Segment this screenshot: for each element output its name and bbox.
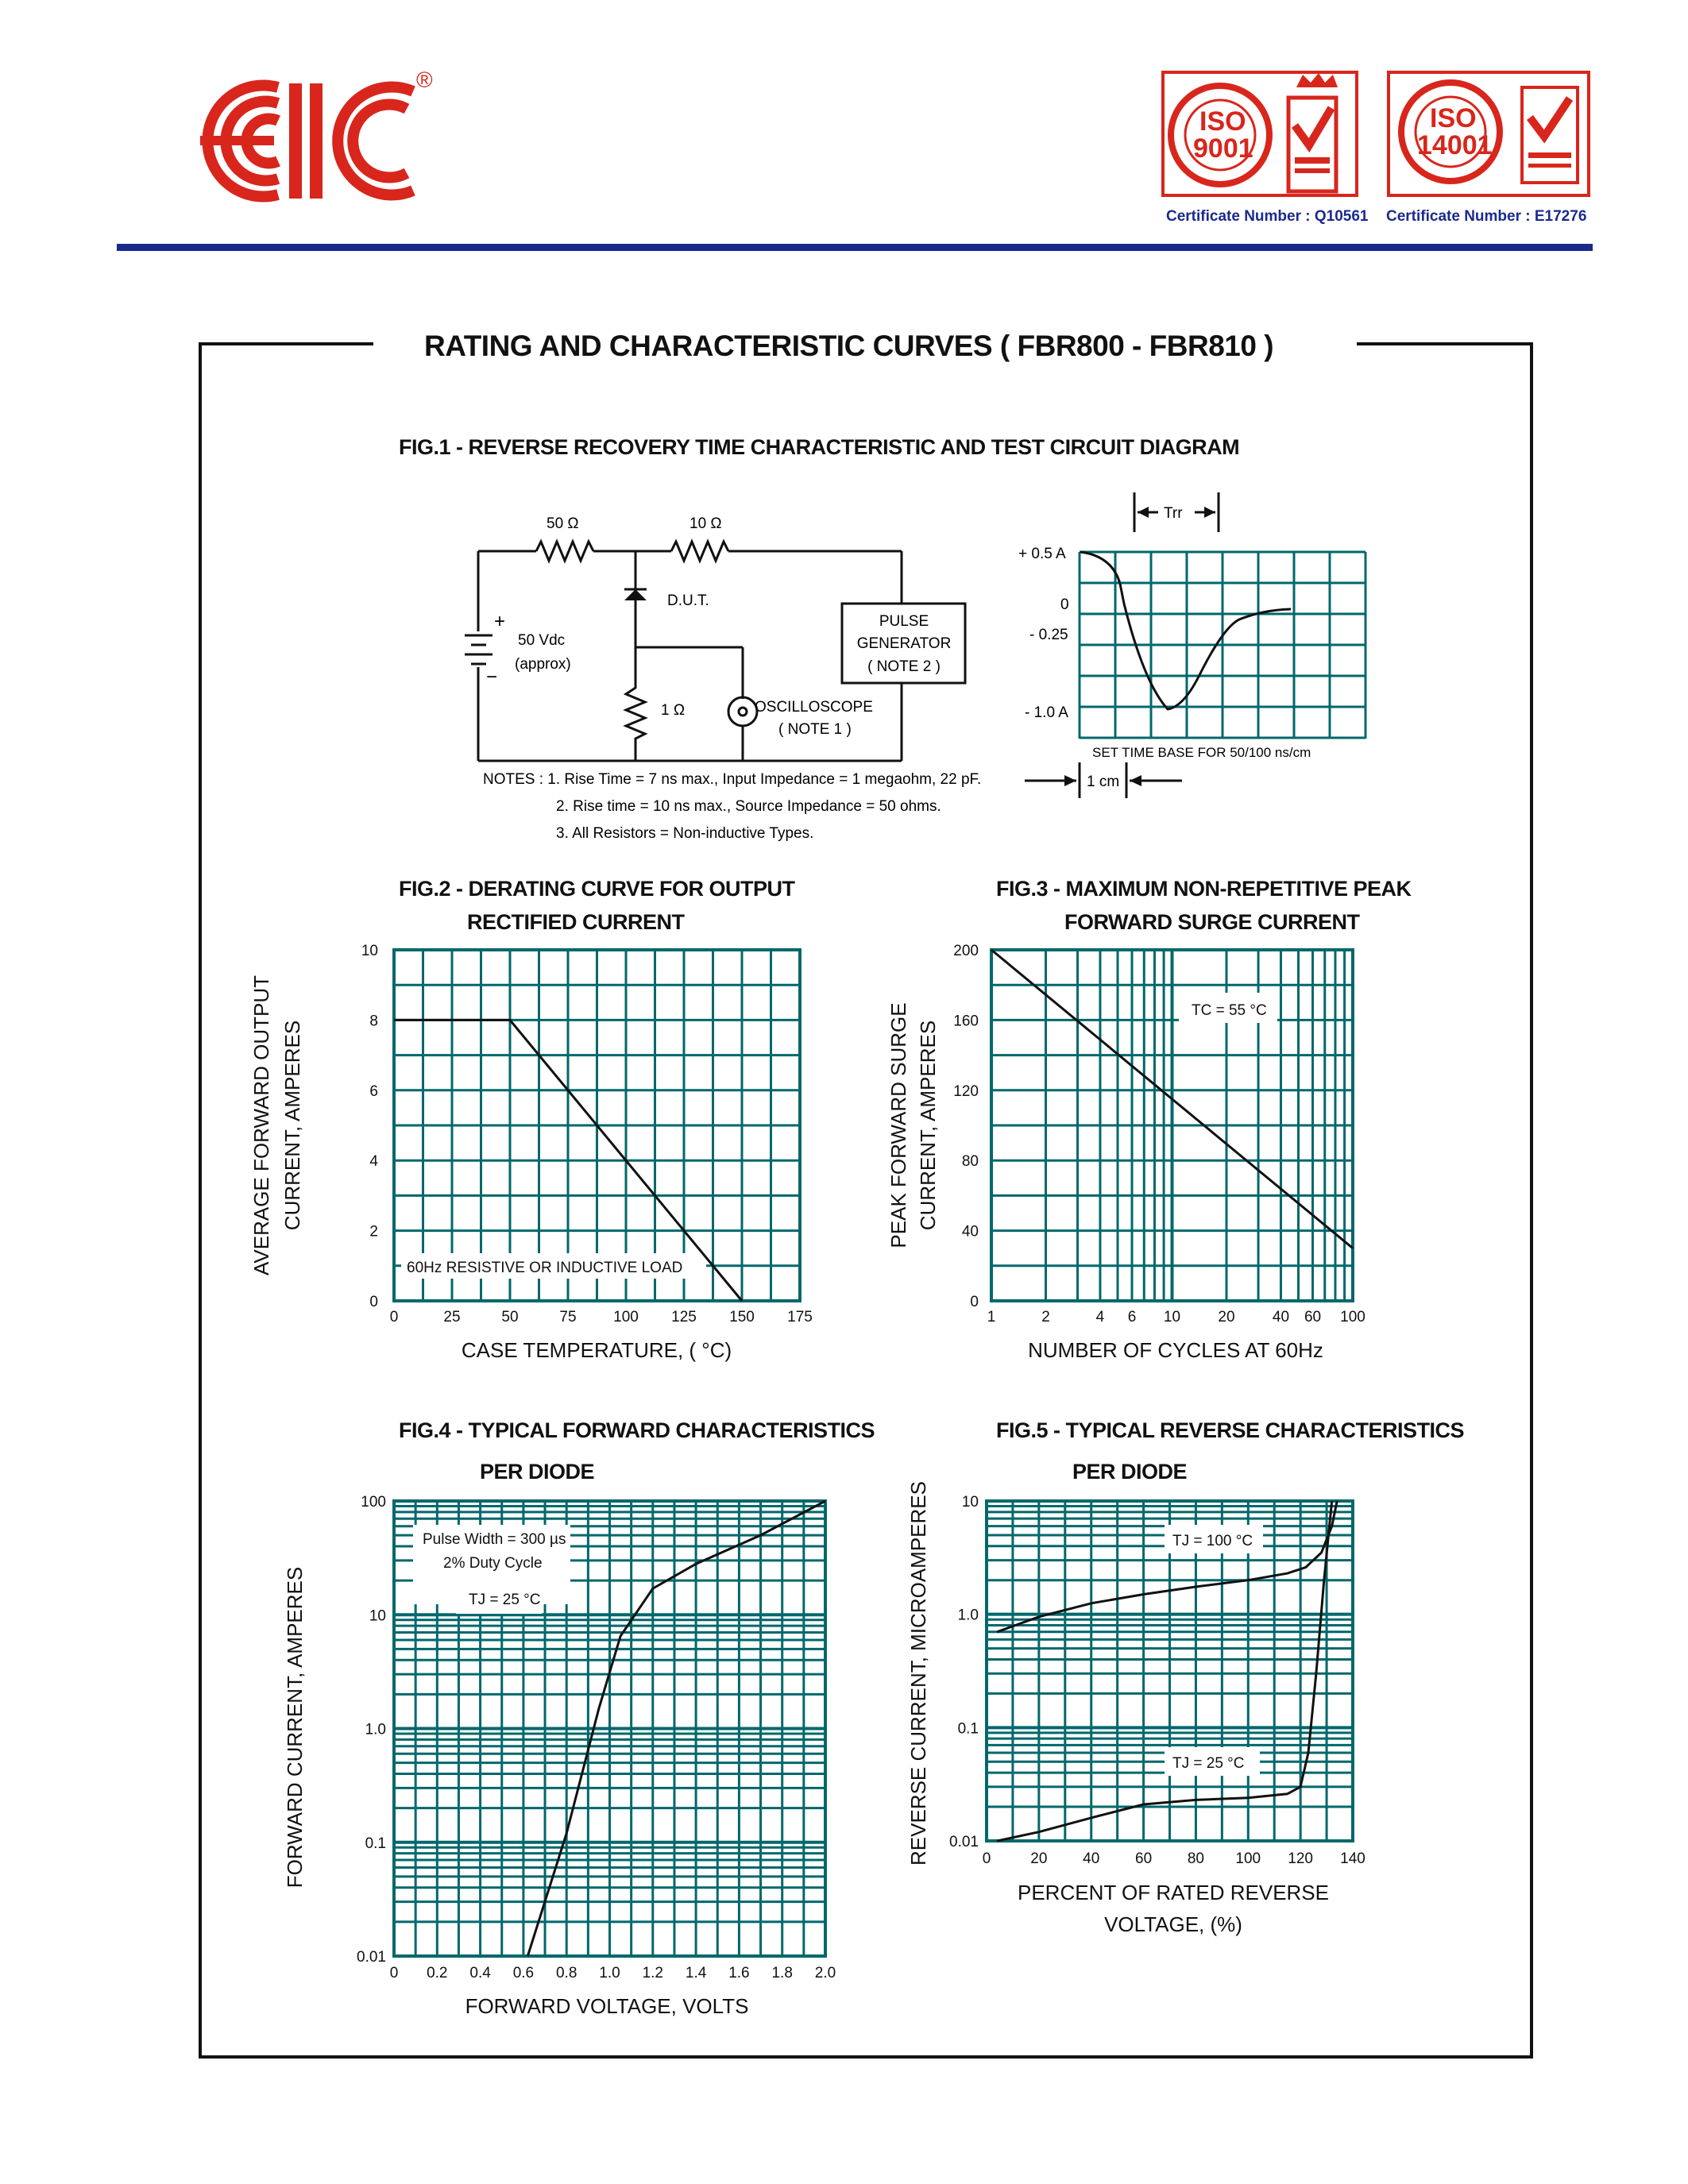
fig2-y-tick: 10 — [361, 943, 378, 959]
fig4-x-tick: 0.2 — [427, 1965, 448, 1981]
fig4-annotation-3: TJ = 25 °C — [469, 1592, 541, 1608]
pulse-label-1: PULSE — [879, 613, 929, 630]
fig4-x-tick: 1.8 — [771, 1965, 793, 1981]
fig4-annotation-2: 2% Duty Cycle — [443, 1555, 543, 1572]
wave-y-0: 0 — [1060, 596, 1069, 613]
fig4-annotation-1: Pulse Width = 300 µs — [423, 1531, 566, 1548]
fig5-y-tick: 0.01 — [949, 1834, 979, 1850]
fig5-x-label-1: PERCENT OF RATED REVERSE — [1018, 1881, 1329, 1904]
resistor-1-label: 1 Ω — [661, 702, 686, 719]
fig3-y-label-1: PEAK FORWARD SURGE — [886, 1002, 910, 1248]
fig3-x-tick: 1 — [987, 1309, 996, 1325]
one-cm-label: 1 cm — [1087, 774, 1120, 790]
fig4-y-label: FORWARD CURRENT, AMPERES — [283, 1566, 307, 1889]
fig2-x-tick: 100 — [613, 1309, 639, 1325]
registered-mark: ® — [416, 68, 433, 92]
fig4-y-tick: 0.01 — [357, 1949, 386, 1966]
fig3-x-tick: 20 — [1218, 1309, 1235, 1325]
fig3-x-tick: 10 — [1163, 1309, 1181, 1325]
fig5-y-tick: 0.1 — [957, 1720, 979, 1738]
fig3-y-tick: 0 — [970, 1294, 979, 1310]
fig1-title: FIG.1 - REVERSE RECOVERY TIME CHARACTERISTIC AND TEST CIRCUIT DIAGRAM — [399, 435, 1240, 459]
fig2-y-label-1: AVERAGE FORWARD OUTPUT — [249, 975, 273, 1275]
fig3-y-label-2: CURRENT, AMPERES — [916, 1020, 940, 1231]
fig4-x-tick: 0.8 — [555, 1965, 577, 1981]
fig3-x-tick: 4 — [1095, 1309, 1105, 1325]
note-2: 2. Rise time = 10 ns max., Source Impedance = 50 ohms. — [556, 798, 941, 815]
fig2-y-label-2: CURRENT, AMPERES — [280, 1020, 304, 1231]
fig5-reverse-curve-100c — [997, 1501, 1337, 1632]
fig5-reverse-curve-25c — [997, 1501, 1332, 1841]
fig2-y-tick: 6 — [369, 1082, 378, 1100]
fig2-x-label: CASE TEMPERATURE, ( °C) — [461, 1338, 732, 1362]
resistor-50-label: 50 Ω — [547, 515, 579, 532]
voltage-label: 50 Vdc — [518, 632, 566, 649]
fig4-y-tick: 100 — [361, 1494, 386, 1511]
oscilloscope-label: OSCILLOSCOPE — [755, 699, 873, 716]
wave-y-0.5: + 0.5 A — [1018, 546, 1066, 562]
fig5-x-tick: 40 — [1083, 1850, 1100, 1867]
fig2-x-tick: 125 — [671, 1309, 697, 1325]
fig4-y-tick: 0.1 — [365, 1835, 386, 1852]
resistor-10-label: 10 Ω — [689, 515, 722, 532]
note-1: NOTES : 1. Rise Time = 7 ns max., Input Impedance = 1 megaohm, 22 pF. — [483, 771, 982, 788]
fig3-annotation: TC = 55 °C — [1192, 1002, 1267, 1019]
fig3-y-tick: 160 — [953, 1013, 979, 1030]
fig3-x-tick: 6 — [1127, 1309, 1137, 1325]
fig4-x-tick: 2.0 — [814, 1965, 836, 1981]
fig2-x-tick: 25 — [443, 1309, 461, 1325]
fig4-x-tick: 1.0 — [599, 1965, 620, 1981]
fig4-x-tick: 0 — [389, 1965, 399, 1981]
fig2-x-tick: 75 — [559, 1309, 577, 1325]
pulse-label-3: ( NOTE 2 ) — [867, 658, 941, 675]
battery-minus: − — [486, 666, 498, 688]
fig5-y-label: REVERSE CURRENT, MICROAMPERES — [906, 1481, 930, 1866]
fig2-annotation: 60Hz RESISTIVE OR INDUCTIVE LOAD — [407, 1260, 683, 1276]
fig2-y-tick: 4 — [369, 1153, 378, 1171]
fig4-x-tick: 0.6 — [512, 1965, 535, 1981]
fig2-title: FIG.2 - DERATING CURVE FOR OUTPUT — [399, 877, 795, 901]
trr-label: Trr — [1164, 505, 1183, 522]
fig5-y-tick: 1.0 — [957, 1607, 979, 1624]
certificate-number-left: Certificate Number : Q10561 — [1166, 208, 1369, 225]
page-title: RATING AND CHARACTERISTIC CURVES ( FBR800 - FBR810 ) — [424, 330, 1274, 362]
iso-9001-badge: ISO 9001 — [1161, 70, 1358, 199]
fig5-x-tick: 80 — [1187, 1850, 1204, 1867]
fig5-x-tick: 20 — [1030, 1850, 1048, 1867]
fig4-subtitle: PER DIODE — [480, 1460, 595, 1484]
fig3-x-tick: 2 — [1041, 1309, 1050, 1325]
fig4-x-tick: 1.4 — [685, 1965, 707, 1981]
fig2-y-tick: 0 — [369, 1294, 378, 1310]
fig5-x-tick: 120 — [1288, 1850, 1313, 1867]
fig3-y-tick: 80 — [961, 1153, 979, 1171]
battery-plus: + — [494, 611, 506, 632]
wave-y-1.0: - 1.0 A — [1025, 704, 1068, 721]
fig5-x-tick: 0 — [982, 1850, 991, 1867]
fig3-x-tick: 60 — [1304, 1309, 1322, 1325]
fig4-title: FIG.4 - TYPICAL FORWARD CHARACTERISTICS — [399, 1418, 875, 1442]
fig5-chart — [906, 1481, 1365, 1936]
iso-14001-badge: ISO 14001 — [1387, 70, 1592, 199]
timebase-label: SET TIME BASE FOR 50/100 ns/cm — [1092, 745, 1311, 760]
dut-label: D.U.T. — [667, 592, 709, 609]
fig3-x-label: NUMBER OF CYCLES AT 60Hz — [1028, 1338, 1323, 1362]
fig5-x-label-2: VOLTAGE, (%) — [1104, 1912, 1242, 1936]
fig2-chart — [249, 943, 813, 1362]
fig3-x-tick: 100 — [1340, 1309, 1365, 1325]
fig3-y-tick: 120 — [953, 1082, 979, 1100]
fig4-chart — [283, 1494, 836, 2018]
fig5-x-tick: 60 — [1135, 1850, 1153, 1867]
fig5-series-label-100c: TJ = 100 °C — [1172, 1533, 1253, 1549]
fig3-x-tick: 40 — [1272, 1309, 1290, 1325]
fig4-y-tick: 1.0 — [365, 1721, 386, 1738]
certificate-number-right: Certificate Number : E17276 — [1386, 208, 1587, 225]
fig4-x-tick: 1.6 — [728, 1965, 750, 1981]
fig4-x-tick: 1.2 — [642, 1965, 664, 1981]
fig3-title: FIG.3 - MAXIMUM NON-REPETITIVE PEAK — [996, 877, 1412, 901]
fig5-x-tick: 140 — [1340, 1850, 1365, 1867]
approx-label: (approx) — [515, 656, 571, 673]
fig5-series-label-25c: TJ = 25 °C — [1172, 1755, 1245, 1772]
fig2-x-tick: 150 — [729, 1309, 755, 1325]
fig5-title: FIG.5 - TYPICAL REVERSE CHARACTERISTICS — [996, 1418, 1465, 1442]
fig5-y-tick: 10 — [961, 1494, 979, 1511]
wave-y-0.25: - 0.25 — [1029, 627, 1068, 643]
fig2-subtitle: RECTIFIED CURRENT — [467, 910, 685, 934]
fig3-y-tick: 40 — [961, 1223, 979, 1241]
fig2-y-tick: 2 — [369, 1223, 378, 1241]
fig4-y-tick: 10 — [369, 1607, 386, 1625]
fig3-y-tick: 200 — [953, 943, 979, 959]
oscilloscope-note: ( NOTE 1 ) — [778, 721, 852, 738]
fig4-x-tick: 0.4 — [469, 1965, 491, 1981]
fig2-x-tick: 0 — [389, 1309, 399, 1325]
note-3: 3. All Resistors = Non-inductive Types. — [556, 825, 814, 842]
fig3-subtitle: FORWARD SURGE CURRENT — [1064, 910, 1360, 934]
fig3-chart — [886, 943, 1365, 1362]
fig5-subtitle: PER DIODE — [1072, 1460, 1188, 1484]
fig5-x-tick: 100 — [1235, 1850, 1261, 1867]
fig2-x-tick: 175 — [787, 1309, 813, 1325]
pulse-label-2: GENERATOR — [856, 635, 952, 652]
fig2-x-tick: 50 — [501, 1309, 519, 1325]
fig4-x-label: FORWARD VOLTAGE, VOLTS — [465, 1994, 749, 2018]
fig2-y-tick: 8 — [369, 1013, 378, 1030]
